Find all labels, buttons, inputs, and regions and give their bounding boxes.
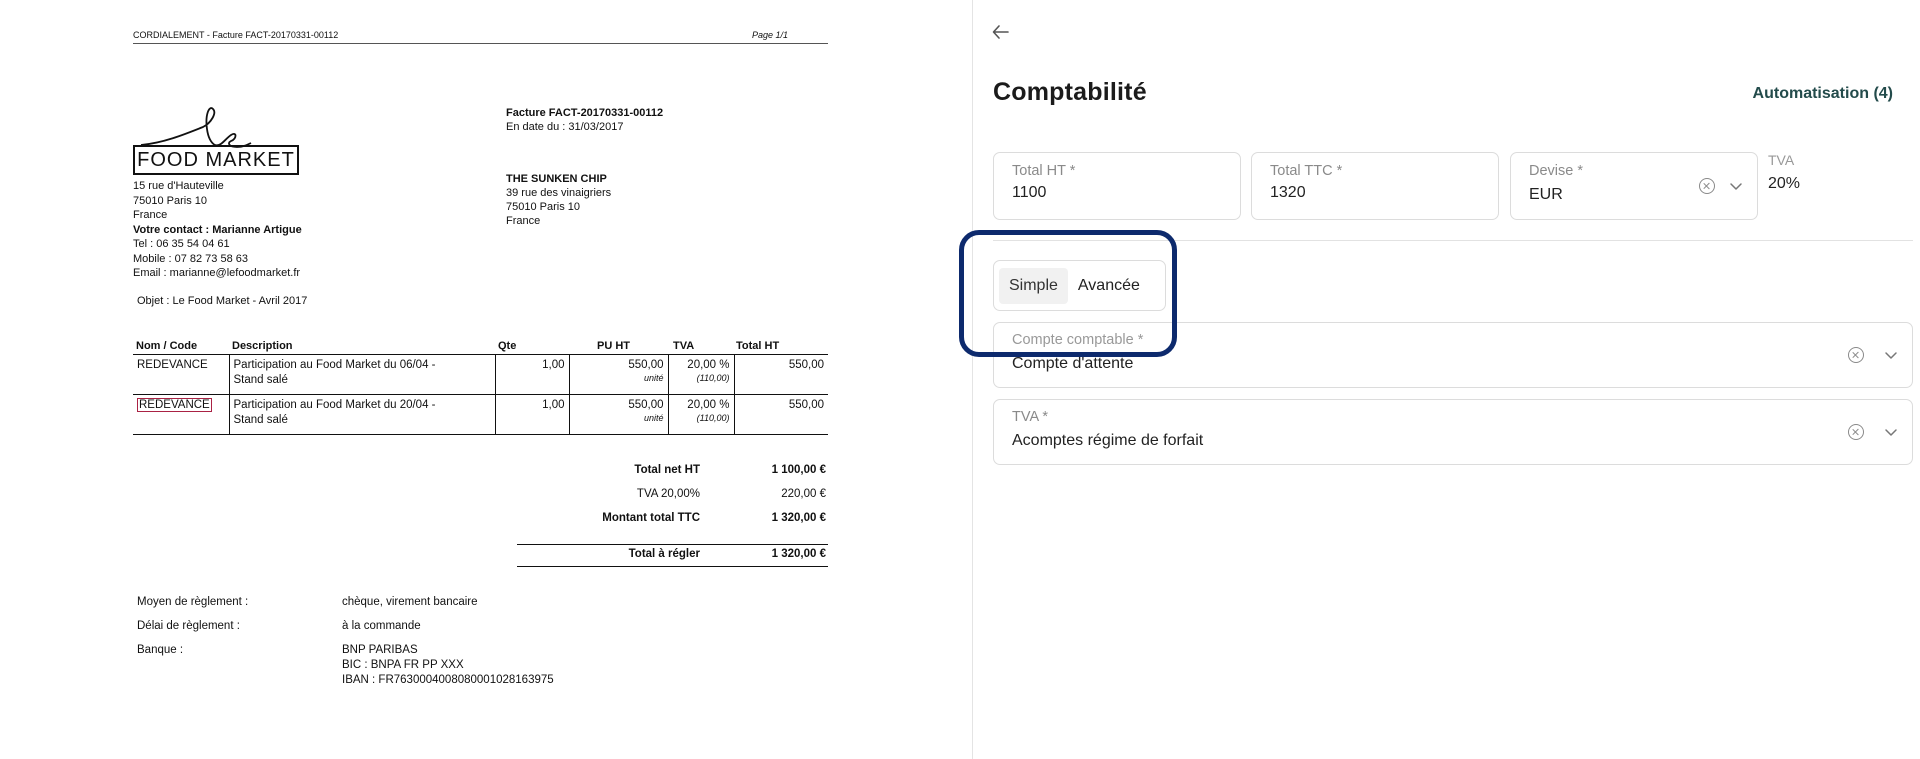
seller-block — [133, 179, 302, 281]
chevron-down-icon[interactable] — [1884, 348, 1898, 362]
total-net-value: 1 100,00 € — [771, 464, 826, 476]
devise-label: Devise * — [1529, 163, 1583, 179]
invoice-lines-table — [133, 338, 828, 435]
seller-country: France — [133, 209, 168, 221]
compte-comptable-label: Compte comptable * — [1012, 332, 1144, 348]
line-pu: 550,00 — [628, 359, 664, 371]
column-header: Description — [229, 338, 495, 355]
total-tva-value: 220,00 € — [781, 488, 826, 500]
invoice-header-title: CORDIALEMENT - Facture FACT-20170331-00112 — [133, 30, 339, 40]
line-tva-amount: (110,00) — [696, 413, 730, 423]
total-ttc-label: Total TTC * — [1270, 163, 1343, 179]
line-code: REDEVANCE — [133, 355, 229, 395]
line-pu-unit: unité — [643, 373, 664, 383]
column-header: Total HT — [734, 338, 828, 355]
line-code-highlighted: REDEVANCE — [139, 399, 210, 411]
invoice-page-number: Page 1/1 — [751, 30, 788, 40]
bank-name: BNP PARIBAS — [342, 644, 418, 656]
column-header: TVA — [668, 338, 734, 355]
client-country: France — [506, 215, 541, 227]
line-tva — [668, 355, 734, 395]
line-tva-rate: 20,00 % — [687, 399, 730, 411]
back-button[interactable] — [991, 22, 1015, 42]
mode-advanced-tab[interactable]: Avancée — [1077, 276, 1140, 294]
line-pu: 550,00 — [628, 399, 664, 411]
mode-toggle[interactable] — [993, 260, 1166, 311]
clear-icon[interactable] — [1848, 347, 1864, 363]
le-script-logo-icon — [133, 105, 299, 149]
invoice-page-header — [133, 28, 828, 44]
line-desc-2: Stand salé — [233, 374, 288, 386]
line-unit-price — [569, 395, 668, 435]
line-tva-rate: 20,00 % — [687, 359, 730, 371]
seller-contact: Votre contact : Marianne Artigue — [133, 223, 302, 236]
column-header: Nom / Code — [133, 338, 229, 355]
clear-icon[interactable] — [1848, 424, 1864, 440]
chevron-down-icon[interactable] — [1884, 425, 1898, 439]
bank-bic: BIC : BNPA FR PP XXX — [342, 659, 464, 671]
line-tva-amount: (110,00) — [696, 373, 730, 383]
accounting-panel — [973, 0, 1920, 759]
seller-address2: 75010 Paris 10 — [133, 194, 207, 207]
automation-link[interactable]: Automatisation (4) — [1752, 85, 1893, 102]
seller-address1: 15 rue d'Hauteville — [133, 180, 224, 192]
total-net-row — [517, 464, 828, 488]
line-qty: 1,00 — [495, 355, 569, 395]
payment-method-label: Moyen de règlement : — [137, 596, 249, 608]
client-address1: 39 rue des vinaigriers — [506, 187, 612, 199]
invoice-objet: Objet : Le Food Market - Avril 2017 — [137, 295, 308, 307]
compte-comptable-value: Compte d'attente — [1012, 355, 1134, 372]
total-ht-input[interactable]: 1100 — [1012, 184, 1047, 201]
totals-divider — [517, 544, 828, 545]
total-ttc-field[interactable] — [1251, 152, 1499, 220]
devise-value: EUR — [1529, 186, 1563, 203]
bank-label: Banque : — [137, 644, 184, 656]
line-desc-2: Stand salé — [233, 414, 288, 426]
table-header-row — [133, 338, 828, 355]
total-ttc-label: Montant total TTC — [602, 512, 700, 524]
line-description — [229, 395, 495, 435]
payment-delay-label: Délai de règlement : — [137, 620, 240, 632]
arrow-left-icon — [991, 22, 1011, 42]
tva-select-label: TVA * — [1012, 409, 1048, 425]
invoice-number: Facture FACT-20170331-00112 — [506, 107, 664, 119]
table-row — [133, 355, 828, 395]
totals-bottom-divider — [517, 566, 828, 568]
total-due-label: Total à régler — [628, 548, 700, 560]
total-tva-row — [517, 488, 828, 512]
devise-controls — [1699, 153, 1743, 219]
seller-email: Email : marianne@lefoodmarket.fr — [133, 267, 301, 279]
line-desc-1: Participation au Food Market du 20/04 - — [233, 399, 436, 411]
total-ht-field[interactable] — [993, 152, 1241, 220]
client-address2: 75010 Paris 10 — [506, 201, 580, 213]
compte-controls — [1848, 323, 1898, 387]
devise-select[interactable] — [1510, 152, 1758, 220]
total-tva-label: TVA 20,00% — [636, 488, 700, 500]
total-due-value: 1 320,00 € — [771, 548, 826, 560]
tva-controls — [1848, 400, 1898, 464]
invoice-meta — [506, 106, 663, 134]
line-total: 550,00 — [734, 395, 828, 435]
tva-select[interactable] — [993, 399, 1913, 465]
chevron-down-icon[interactable] — [1729, 179, 1743, 193]
total-net-label: Total net HT — [634, 464, 700, 476]
line-code — [133, 395, 229, 435]
bank-details — [342, 643, 642, 688]
food-market-logo — [133, 105, 299, 175]
seller-mobile: Mobile : 07 82 73 58 63 — [133, 252, 248, 265]
page-title: Comptabilité — [993, 78, 1147, 106]
column-header: PU HT — [569, 338, 668, 355]
seller-tel: Tel : 06 35 54 04 61 — [133, 238, 230, 250]
tva-rate-value: 20% — [1768, 175, 1801, 192]
table-row — [133, 395, 828, 435]
compte-comptable-select[interactable] — [993, 322, 1913, 388]
column-header: Qte — [495, 338, 569, 355]
section-divider — [993, 240, 1913, 241]
tva-rate-label: TVA — [1768, 152, 1795, 168]
total-ttc-input[interactable]: 1320 — [1270, 184, 1306, 201]
line-desc-1: Participation au Food Market du 06/04 - — [233, 359, 436, 371]
line-pu-unit: unité — [643, 413, 664, 423]
mode-simple-tab[interactable]: Simple — [999, 268, 1068, 304]
total-ttc-row — [517, 512, 828, 536]
line-total: 550,00 — [734, 355, 828, 395]
client-name: THE SUNKEN CHIP — [506, 173, 607, 185]
payment-method-value: chèque, virement bancaire — [342, 596, 478, 608]
invoice-date: En date du : 31/03/2017 — [506, 121, 624, 133]
tva-rate-display — [1768, 152, 1800, 193]
tva-select-value: Acomptes régime de forfait — [1012, 432, 1204, 449]
invoice-totals — [517, 464, 828, 568]
payment-delay-value: à la commande — [342, 620, 421, 632]
line-unit-price — [569, 355, 668, 395]
line-description — [229, 355, 495, 395]
clear-icon[interactable] — [1699, 178, 1715, 194]
total-due-row — [517, 548, 828, 566]
bank-iban: IBAN : FR7630004008080001028163975 — [342, 674, 554, 686]
total-ttc-value: 1 320,00 € — [771, 512, 826, 524]
client-block — [506, 172, 611, 228]
line-qty: 1,00 — [495, 395, 569, 435]
line-tva — [668, 395, 734, 435]
logo-wordmark: FOOD MARKET — [133, 145, 299, 175]
total-ht-label: Total HT * — [1012, 163, 1076, 179]
